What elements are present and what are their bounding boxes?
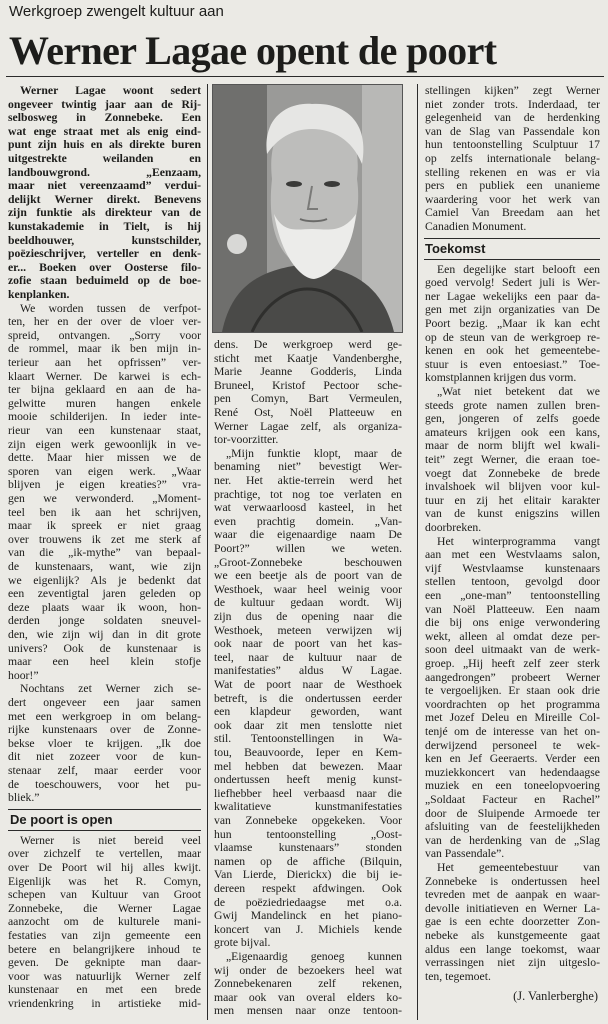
text-line: devolle initiatieven en Werner La- (425, 901, 600, 915)
text-line: gelwitte muren hangen enkele (8, 396, 201, 410)
text-line: muziekkoncert van hedendaagse (425, 765, 600, 779)
text-line: vijf Westvlaamse kunstenaars (425, 561, 600, 575)
text-line: van de Slag van Passendale kon (425, 124, 600, 138)
text-line: manifestaties” aldus W Lagae. (214, 664, 402, 678)
text-line: rieur van een kunstenaar staat, (8, 424, 201, 437)
text-line: de toeschouwers, voor het pu- (8, 777, 201, 791)
text-line: nebeke als kunstgemeente gaat (425, 929, 600, 942)
text-line: op de steun van de werkgroep re- (425, 330, 600, 344)
text-line: uitgestrekte weilanden en (8, 152, 201, 165)
text-line: Canadien Monument. (425, 220, 527, 233)
text-line: kunstakademie in Tielt, is hij (8, 220, 201, 233)
text-line: men mensen naar onze tentoon- (214, 1004, 402, 1018)
text-line: stil. Tentoonstellingen in Wa- (214, 732, 402, 746)
kicker: Werkgroep zwengelt kultuur aan (9, 3, 224, 20)
text-line: gae is een echte doorzetter Zon- (425, 915, 600, 929)
text-line: derwijzend personeel te wek- (425, 738, 600, 752)
byline-signature: (J. Vanlerberghe) (513, 989, 598, 1004)
text-line: van die „ik-mythe” van bepaal- (8, 546, 201, 560)
text-line: aan met een Westvlaams salon, (425, 548, 600, 562)
text-line: stellingen kijken” zegt Werner (425, 84, 600, 97)
text-line: van de kunst enigszins willen (425, 507, 600, 521)
text-line: grote bijval. (214, 936, 271, 950)
text-line: landbouwgrond. „Eenzaam, (8, 165, 201, 179)
text-line: gen, jongeren of zelfs goede (425, 412, 600, 426)
text-line: betere en belangrijkere inhoud te (8, 942, 201, 956)
text-line: dereen respekt afdwingen. Ook (214, 882, 402, 895)
text-line: ken en Jef Geeraerts. Verder een (425, 752, 600, 766)
text-line: maar de norm blijft wel kwali- (425, 439, 600, 453)
text-line: aldus een lange toekomst, waar (425, 942, 600, 956)
text-line: Werner Lagae woont sedert (20, 84, 201, 97)
text-line: namen op de affiche (Bilquin, (214, 854, 402, 868)
text-line: „Mijn funktie klopt, maar de (226, 446, 402, 460)
text-line: tou, Beauvoorde, Ieper en Kem- (214, 746, 402, 759)
text-line: ner. Het aktie-terrein werd het (214, 474, 402, 487)
text-line: koncert van J. Michiels kende (214, 922, 402, 936)
text-line: sporen van eigen werk. „Waar (8, 464, 201, 478)
section-rule (424, 259, 600, 260)
text-line: dit niet zozeer voor de kun- (8, 750, 201, 764)
text-line: van Noël Platteeuw. Een naam (425, 602, 600, 616)
section-rule (8, 809, 201, 810)
text-line: waar die eigenaardige naam De (214, 528, 402, 542)
text-line: voor was natuurlijk Werner zelf (8, 969, 201, 983)
text-line: een „one-man” tentoonstelling (425, 589, 600, 602)
text-line: invalshoek wil blijven voor kul- (425, 480, 600, 494)
text-line: maar niet vereenzaamd” verdui- (8, 179, 201, 193)
text-line: gen we verwonderd. „Moment- (8, 492, 201, 505)
text-line: teit” zegt Werner, die eraan toe- (425, 453, 600, 466)
text-line: derden jonge soldaten sneuvel- (8, 614, 201, 628)
text-line: Een degelijke start belooft een (437, 262, 600, 276)
text-line: benaming niet” bevestigt Wer- (214, 460, 402, 474)
text-line: aangedrongen” probeert Werner (425, 670, 600, 684)
text-line: bliek.” (8, 791, 40, 805)
text-line: wat verwaarloosd kasteel, in het (214, 501, 402, 515)
text-line: teel, naar de kultuur naar de (214, 650, 402, 664)
text-line: Werner Lagae zelf, als organiza- (214, 419, 402, 433)
text-line: ner Lagae wekelijks een paar da- (425, 289, 600, 303)
text-line: Zonnebeke is ondertussen heel (425, 874, 600, 888)
text-line: wij onder de bezoekers heel wat (214, 963, 402, 977)
text-line: kwalitatieve kunstmanifestaties (214, 800, 402, 814)
text-line: kenplanken. (8, 288, 70, 301)
text-line: vlaamse kunstenaars” stonden (214, 841, 402, 855)
text-line: even prachtig domein. „Van- (214, 514, 402, 528)
text-line: kenen en ook het gemeentebe- (425, 344, 600, 358)
text-line: van Zonnebeke opgekeken. Voor (214, 814, 402, 827)
text-line: stuur is even entoesiast.” Toe- (425, 357, 600, 371)
text-line: muziek en een toneelopvoering (425, 779, 600, 793)
text-line: zofie staan beduimeld op de boe- (8, 274, 201, 288)
text-line: teel ben ik aan het schrijven, (8, 505, 201, 519)
text-line: over De Poort wil hij alles kwijt. (8, 861, 201, 874)
text-line: Werner is niet bereid veel (20, 833, 201, 847)
text-line: mooie schilderijen. In ieder inte- (8, 410, 201, 424)
text-line: ook daar zit men tenslotte niet (214, 718, 402, 732)
text-line: hun tentoonstelling „Oost- (214, 827, 402, 841)
subheading-toekomst: Toekomst (425, 240, 486, 256)
text-line: stelling rekenen en was er via (425, 165, 600, 179)
text-line: tevreden met de aanpak en waar- (425, 888, 600, 902)
text-line: ten, her en der over de vloer ver- (8, 315, 201, 329)
text-line: niet zonder trots. Inderdaad, ter (425, 97, 600, 111)
text-line: Wat de poort naar de Westhoek (214, 678, 402, 691)
text-line: doorbreken. (425, 521, 482, 534)
text-line: „Groot-Zonnebeke beschouwen (214, 555, 402, 569)
text-line: den, wie zijn wij dan in dit grote (8, 628, 201, 641)
text-line: Zonnebeke, die Werner Lagae (8, 901, 201, 915)
text-line: amateurs krijgen ook een kans, (425, 425, 600, 439)
text-line: klaart Werner. De karwei is ech- (8, 369, 201, 383)
text-line: met een werkgroep in om belang- (8, 709, 201, 723)
text-line: ongeveer twintig jaar aan de Rij- (8, 97, 201, 111)
text-line: waardering voor het werk van (425, 192, 600, 206)
text-line: we eigenlijk? Als je bedenkt dat (8, 573, 201, 587)
text-line: univers? Ook de kunstenaar is (8, 641, 201, 655)
text-line: betreft, is die ondertussen eerder (214, 691, 402, 705)
text-line: Gwij Mandelinck en het piano- (214, 909, 402, 923)
text-line: deze plaats waar ik woon, hon- (8, 600, 201, 614)
text-line: groep. „Hij heeft zelf zeer sterk (425, 657, 600, 670)
text-line: dens. De werkgroep werd ge- (214, 338, 402, 351)
text-line: rijke kunstenaars over de Zonne- (8, 723, 201, 737)
text-line: de poëziedriedaagse met o.a. (214, 895, 402, 909)
text-line: tenjé om de interesse van het on- (425, 725, 600, 738)
text-line: Het gemeentebestuur van (437, 861, 600, 874)
text-line: wat enge straat met als enig eind- (8, 124, 201, 138)
text-line: „Eigenaardig genoeg kunnen (226, 950, 402, 963)
text-line: er... Boeken over Oosterse filo- (8, 260, 201, 274)
text-line: die bij ons enige verwondering (425, 616, 600, 630)
text-line: van Passendale”. (425, 847, 505, 861)
text-line: Bruneel, Kristof Pectoor sche- (214, 378, 402, 392)
text-line: bekse vloer te krijgen. „Ik doe (8, 736, 201, 750)
text-line: blijven je eigen kreaties?” vra- (8, 478, 201, 492)
text-line: hun tentoonstelling Sculptuur 17 (425, 138, 600, 152)
text-line: over zichzelf te vertellen, maar (8, 847, 201, 861)
text-line: steeds grote namen zullen bren- (425, 398, 600, 412)
text-line: dette. Maar hier missen we de (8, 451, 201, 465)
text-line: „Wat niet betekent dat we (437, 385, 600, 398)
text-line: aanzocht om de kulturele mani- (8, 915, 201, 929)
headline-rule (6, 76, 604, 77)
text-line: stenaar zelf, maar eerder voor (8, 764, 201, 777)
text-line: liefhebber heel verbaasd naar die (214, 786, 402, 800)
text-line: door de Sluipende Armoede ter (425, 806, 600, 820)
text-line: tuur en zij het elitair karakter (425, 493, 600, 507)
text-line: hoor!” (8, 668, 39, 682)
headline: Werner Lagae opent de poort (9, 28, 497, 73)
text-line: geven. De geknipte man daar- (8, 956, 201, 970)
text-line: een zeventigtal jaren geleden op (8, 587, 201, 601)
text-line: de kultuur gedaan wordt. Wij (214, 596, 402, 610)
column-rule (417, 84, 418, 1020)
text-line: sticht met Kaatje Vandenberghe, (214, 351, 402, 365)
text-line: Westhoek, meteen verwijzen wij (214, 623, 402, 637)
text-line: kunstenaar en met een brede (8, 983, 201, 997)
text-line: gen met zijn organizaties van De (425, 303, 600, 317)
section-rule (424, 238, 600, 239)
text-line: goed vervolg! Sedert juli is Wer- (425, 276, 600, 290)
text-line: schepen van Kultuur van Groot (8, 888, 201, 902)
text-line: pers en publiek een unanieme (425, 179, 600, 193)
text-line: te vergoelijken. Er staan ook drie (425, 684, 600, 698)
text-line: spreid, ontvangen. „Sorry voor (8, 328, 201, 342)
text-line: Van Lierde, Dierickx) die bij ie- (214, 868, 402, 882)
text-line: Camiel Van Breedam aan het (425, 206, 600, 220)
text-line: zijn dus de opening naar die (214, 610, 402, 623)
text-line: wekt, alleen al omdat deze per- (425, 629, 600, 643)
text-line: prachtige, tot nog toe verlaten en (214, 487, 402, 501)
text-line: voordrachten op het programma (425, 697, 600, 711)
text-line: Marie Jeanne Godderis, Linda (214, 365, 402, 379)
text-line: maar ik spreek er niet graag (8, 519, 201, 533)
text-line: zijn eigen werk gewoonlijk in ve- (8, 437, 201, 451)
text-line: tor-voorzitter. (214, 433, 279, 447)
text-line: René Ost, Noël Platteeuw en (214, 406, 402, 419)
text-line: ondertussen heeft menig kunst- (214, 773, 402, 787)
text-line: „Soldaat Facteur en Rachel” (425, 793, 600, 806)
text-line: een klapdeur geworden, want (214, 705, 402, 719)
text-line: verrassingen niet zijn uitgeslo- (425, 956, 600, 970)
text-line: Nochtans zet Werner zich se- (20, 682, 201, 696)
text-line: pen Comyn, Bart Vermeulen, (214, 392, 402, 406)
text-line: soon deel uitmaakt van de werk- (425, 643, 600, 657)
text-line: We worden tussen de verfpot- (20, 301, 201, 315)
text-line: vriendenkring in artistieke mid- (8, 997, 201, 1010)
text-line: van de herdenking van de „Slag (425, 833, 600, 847)
column-rule (207, 84, 208, 1020)
text-line: afsluiting van de feestelijkheden (425, 820, 600, 834)
text-line: gelegenheid van de herdenking (425, 111, 600, 125)
text-line: maar een heel klein stofje (8, 655, 201, 669)
photo-frame (212, 84, 403, 333)
text-line: we een beetje als de poort van de (214, 569, 402, 583)
text-line: Westhoek, waar heel weinig voor (214, 582, 402, 596)
section-rule (8, 830, 201, 831)
text-line: dert ongeveer een jaar samen (8, 696, 201, 709)
text-line: voegt dat Zonnebeke de brede (425, 466, 600, 480)
text-line: selbosweg in Zonnebeke. Een (8, 111, 201, 125)
text-line: beeldhouwer, kunstschilder, (8, 233, 201, 247)
text-line: punt zijn huis en als direkte buren (8, 138, 201, 152)
text-line: delijkt Werner direkt. Benevens (8, 192, 201, 206)
text-line: ook naar de poort van het kas- (214, 637, 402, 651)
text-line: de kunstenaars, want, wie zijn (8, 560, 201, 573)
text-line: poëzieschrijver, verteller en denk- (8, 247, 201, 261)
text-line: festaties van zijn gemeente een (8, 929, 201, 942)
text-line: komstplannen krijgen dus vorm. (425, 371, 577, 385)
text-line: Het winterprogramma vangt (437, 534, 600, 548)
text-line: stellen tentoon, gevolgd door (425, 575, 600, 589)
text-line: Zonnebekenaren zelf rekenen, (214, 977, 402, 991)
text-line: terieur aan het opfrissen” ver- (8, 356, 201, 369)
subheading-de-poort-is-open: De poort is open (10, 811, 113, 827)
text-line: met Jozef Deleu en Mireille Col- (425, 711, 600, 725)
text-line: maar ook van overal elders ko- (214, 990, 402, 1004)
text-line: over trouwens ik zet me sterk af (8, 532, 201, 546)
text-line: mel hebben dat bewezen. Maar (214, 759, 402, 773)
text-line: zijn funktie als direkteur van de (8, 206, 201, 220)
text-line: Poort?” willen we weten. (214, 542, 402, 555)
text-line: de rommel, maar ik ben mijn in- (8, 342, 201, 356)
text-line: ter bijna geklaard en aan de ha- (8, 383, 201, 397)
text-line: Eigenlijk was het R. Comyn, (8, 874, 201, 888)
text-line: ten, tegemoet. (425, 969, 491, 983)
text-line: Poort bezig. „Maar ik kan echt (425, 317, 600, 330)
text-line: op zelfs internationale belang- (425, 152, 600, 165)
